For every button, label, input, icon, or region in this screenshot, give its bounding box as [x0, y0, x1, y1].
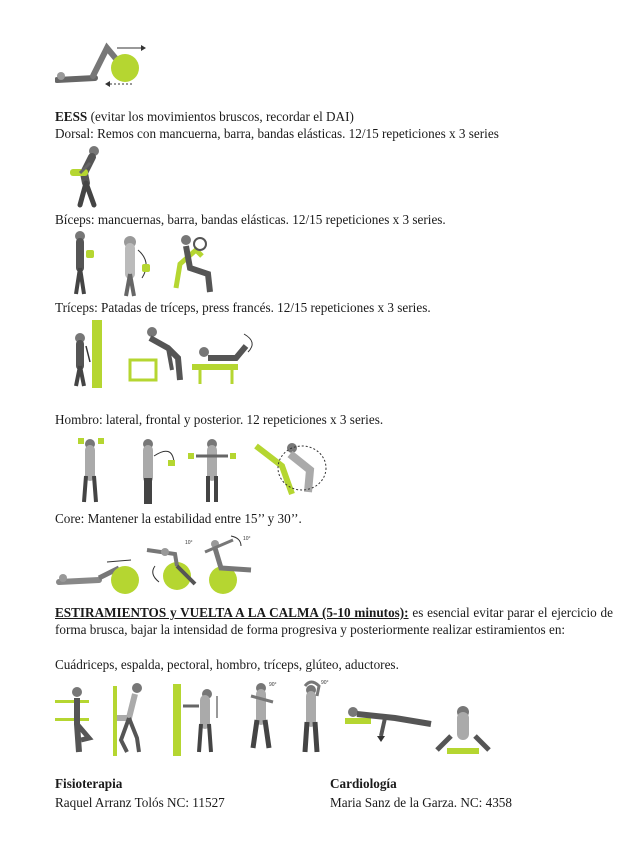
stretching-heading: ESTIRAMIENTOS y VUELTA A LA CALMA (5-10 minutos):: [55, 605, 409, 620]
signature-department-physio: Fisioterapia: [55, 776, 123, 791]
eess-heading: [55, 109, 354, 125]
signature-name-physio: Raquel Arranz Tolós NC: 11527: [55, 795, 225, 810]
core-angle-label-2: 10°: [243, 536, 251, 542]
ball-bridge-exercise-illustration: [55, 40, 150, 95]
stretch-angle-label-1: 90°: [269, 682, 277, 688]
dorsal-text: Dorsal: Remos con mancuerna, barra, bandas elásticas. 12/15 repeticiones x 3 series: [55, 126, 499, 141]
triceps-text: Tríceps: Patadas de tríceps, press francés. 12/15 repeticiones x 3 series.: [55, 300, 431, 315]
eess-note: (evitar los movimientos bruscos, recordar el DAI): [87, 109, 354, 124]
core-text: Core: Mantener la estabilidad entre 15’’ y 30’’.: [55, 511, 302, 526]
stretching-illustrations: [55, 678, 505, 763]
stretching-body: es esencial evitar parar el ejercicio de forma brusca, bajar la intensidad de forma progresiva y posteriormente realizar estiramientos en:: [55, 605, 613, 637]
triceps-illustrations: [68, 318, 268, 395]
stretching-list: Cuádriceps, espalda, pectoral, hombro, tríceps, glúteo, aductores.: [55, 657, 399, 672]
signature-department-cardio: Cardiología: [330, 776, 397, 791]
dorsal-row-illustration: [68, 143, 108, 214]
signature-name-cardio: Maria Sanz de la Garza. NC: 4358: [330, 795, 512, 810]
core-angle-label-1: 10°: [185, 540, 193, 546]
biceps-text: Bíceps: mancuernas, barra, bandas elásticas. 12/15 repeticiones x 3 series.: [55, 212, 446, 227]
core-ball-illustrations: [55, 532, 275, 601]
eess-title: EESS: [55, 109, 88, 124]
hombro-text: Hombro: lateral, frontal y posterior. 12 repeticiones x 3 series.: [55, 412, 384, 427]
biceps-curl-illustrations: [68, 228, 228, 303]
stretch-angle-label-2: 90°: [321, 680, 329, 686]
shoulder-illustrations: [70, 432, 340, 513]
stretching-paragraph: [55, 605, 613, 638]
